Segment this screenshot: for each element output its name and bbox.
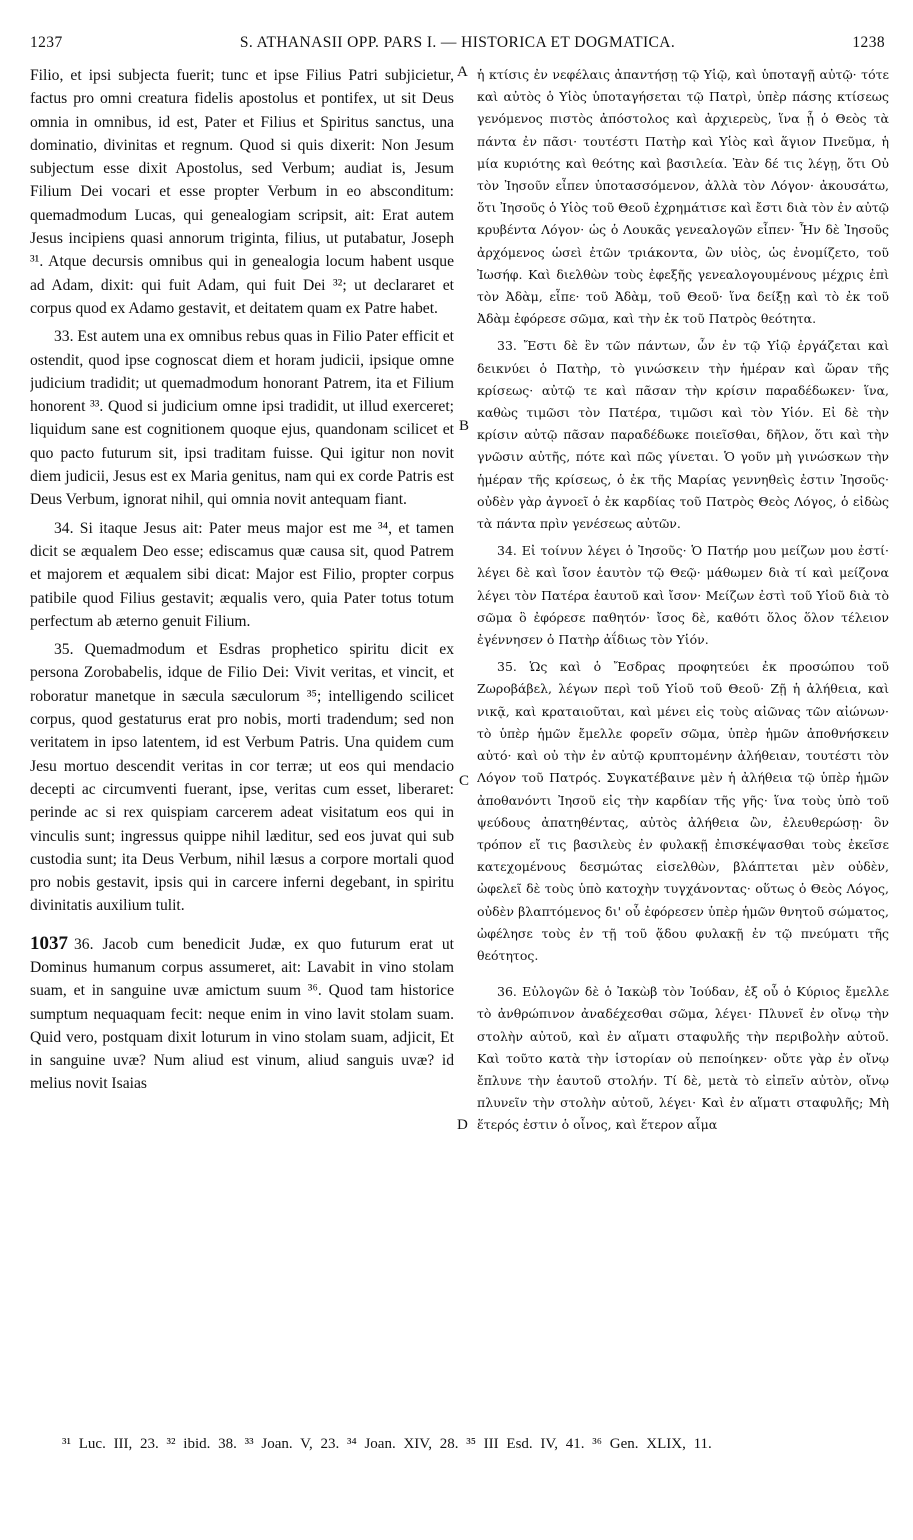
latin-column	[30, 64, 454, 1419]
greek-paragraph-35: 35. Ὡς καὶ ὁ Ἔσδρας προφητεύει ἐκ προσώπου τοῦ Ζωροβάβελ, λέγων περὶ τοῦ Υἱοῦ τοῦ Θεοῦ· Ζῇ ἡ ἀλήθεια, καὶ νικᾷ, καὶ κραταιοῦται, καὶ μένει εἰς τοὺς αἰῶνας τῶν αἰώνων· τὸ ὑπὲρ ἡμῶν ἔμελλε φορεῖν σῶμα, ὑπὲρ ἡμῶν ἀποθνήσκειν αὐτό· καὶ οὐ τὴν ἐν αὐτῷ κρυπτομένην ἀλήθειαν, τουτέστι τὸν Λόγον τοῦ Πατρός. Συγκατέβαινε μὲν ἡ ἀλήθεια τῷ ὑπὲρ ἡμῶν ἀποθανόντι Ἰησοῦ εἰς τὴν καρδίαν τῆς γῆς· ἵνα τοὺς ὑπὸ τοῦ ψεύδους ἀπατηθέντας, αὐτὸς ἀλήθεια ὢν, ἐλευθερώσῃ· ὃν τρόπον εἴ τις βασιλεὺς ἐν φυλακῇ ἐπισκέψασθαι τοὺς ἐκεῖσε κατεχομένους δεσμώτας εἰσελθὼν, βλάπτεται μὲν οὐδὲν, ὠφελεῖ δὲ τοὺς ὑπὸ κατοχὴν τυγχάνοντας· οὕτως ὁ Θεὸς Λόγος, οὐδὲν βλαπτόμενος δι' οὗ ἐφόρεσεν ὑπὲρ ἡμῶν θνητοῦ σώματος, ὠφέλησε τοὺς ἐν τῇ τοῦ ᾅδου φυλακῇ ἐν τῷ πνεύματι τῆς θεότητος.	[477, 659, 889, 963]
margin-letter-d: D	[457, 1117, 468, 1133]
greek-paragraph-intro: ἡ κτίσις ἐν νεφέλαις ἀπαντήσῃ τῷ Υἱῷ, καὶ ὑποταγῇ αὐτῷ· τότε καὶ αὐτὸς ὁ Υἱὸς ὑποταγήσεται τῷ Πατρὶ, ὑπὲρ πάσης κτίσεως γενόμενος πιστὸς ἀπόστολος καὶ ἀρχιερεὺς, ἵνα ᾖ ὁ Θεὸς τὰ πάντα ἐν πᾶσι· τουτέστι Πατὴρ καὶ Υἱὸς καὶ ἅγιον Πνεῦμα, ἡ μία κυριότης καὶ θεότης καὶ βασιλεία. Ἐὰν δέ τις λέγῃ, ὅτι Οὐ τὸν Ἰησοῦν εἶπεν ὑποτασσόμενον, ἀλλὰ τὸν Λόγον· ἀκουσάτω, ὅτι Ἰησοῦς ὁ Υἱὸς τοῦ Θεοῦ ἐχρημάτισε καὶ ἔστι διὰ τὸν ἐν αὐτῷ κρυβέντα Λόγον· ὡς ὁ Λουκᾶς γενεαλογῶν εἶπεν· Ἦν δὲ Ἰησοῦς ἀρχόμενος ὡσεὶ ἐτῶν τριάκοντα, ὢν υἱὸς, ὡς ἐνομίζετο, τοῦ Ἰωσήφ. Καὶ διελθὼν τοὺς ἐφεξῆς γενεαλογουμένους μέχρις ἐπὶ τὸν Ἀδὰμ, εἶπε· τοῦ Ἀδὰμ, τοῦ Θεοῦ· ἵνα δείξῃ καὶ τὸ ἐκ τοῦ Ἀδὰμ ἐφόρεσε σῶμα, καὶ τὴν ἐκ τοῦ Πατρὸς θεότητα.	[477, 67, 889, 327]
latin-paragraph-35: 35. Quemadmodum et Esdras prophetico spiritu dicit ex persona Zorobabelis, idque de Filio Dei: Vivit veritas, et vincit, et roboratur manetque in sæcula sæculorum ³⁵; intelligendo scilicet corpus, quod gestaturus erat pro nobis, morti tradendum; sed non veritatem in ipso latentem, id est Verbum Patris. Una quidem cum Jesu mortuo descendit veritas in cor terræ; ut eos qui mendacio decepti ac circumventi fuerant, ipse, veritas cum esset, liberaret: perinde ac si rex quispiam carcerem adeat visitatum eos qui in vinculis sunt; ingressus quippe nihil læditur, sed eos juvat qui sub custodia sunt; ita Deus Verbum, nihil læsus a corpore mortali quod pro nobis gestavit, ipsis qui in carcere inferni degebant, in spiritu divinitatis auxilium tulit.	[30, 641, 454, 915]
latin-paragraph-33: 33. Est autem una ex omnibus rebus quas in Filio Pater efficit et ostendit, quod ipse cognoscat diem et horam judicii, ipsique omne judicium tradidit; ut quemadmodum honorant Patrem, ita et Filium honorent ³³. Quod si judicium omne ipsi tradidit, ut illud exerceret; liquidum sane est cognitionem quoque ejus, quandonam scilicet et quo pacto futurum sit, ipsi traditam fuisse. Qui igitur non novit diem judicii, Jesus est ex Maria genitus, nam qui ex corde Patris est Deus Verbum, ignorat nihil, qui omnia novit antequam fiant.	[30, 328, 454, 509]
latin-paragraph-36-block	[30, 932, 454, 1096]
latin-paragraph-34: 34. Si itaque Jesus ait: Pater meus major est me ³⁴, et tamen dicit se æqualem Deo esse; ediscamus quæ causa sit, quod Patrem et majorem et æqualem sibi dicat: Major est Filio, propter corpus patibile quod Filius gestavit; æqualis vero, quia Pater totus totum perfectum ab æterno genuit Filium.	[30, 519, 454, 630]
running-header	[30, 34, 885, 56]
margin-letter-b: B	[459, 418, 470, 434]
margin-letter-a: A	[457, 64, 468, 80]
page-number-right: 1238	[852, 34, 885, 51]
latin-paragraph-36: 36. Jacob cum benedicit Judæ, ex quo futurum erat ut Dominus humanum corpus assumeret, ait: Lavabit in vino stolam suam, et in sanguine uvæ amictum suum ³⁶. Quod tam historice sumptum nequaquam fecit: neque enim in vino lavit stolam suam. Quid vero, postquam dixit loturum in vino stolam suam, adjicit, Et in sanguine uvæ? Num aliud est vinum, aliud sanguis uvæ? id melius novit Isaias	[30, 935, 454, 1093]
latin-paragraph-intro: Filio, et ipsi subjecta fuerit; tunc et ipse Filius Patri subjicietur, factus pro omni creatura fidelis apostolus et pontifex, ut sit Deus omnia in omnibus, id est, Pater et Filius et Spiritus sanctus, una dominatio, divinitas et regnum. Quod si quis dixerit: Non Jesum subjectum esse dixit Apostolus, sed Verbum; audiat is, Jesum Filium Dei vocari et esse propter Verbum in eo absconditum: quemadmodum Lucas, qui genealogiam scripsit, ait: Erat autem Jesus incipiens quasi annorum triginta, filius, ut putabatur, Joseph ³¹. Atque decursis omnibus qui in genealogia locum habent usque ad Adam, dixit: qui fuit Adam, qui fuit Dei ³²; ut declararet et corpus quod ex Adamo gestavit, et deitatem quam ex Patre habet.	[30, 67, 454, 317]
running-title: S. ATHANASII OPP. PARS I. — HISTORICA ET DOGMATICA.	[239, 34, 676, 51]
greek-paragraph-33: 33. Ἔστι δὲ ἓν τῶν πάντων, ὧν ἐν τῷ Υἱῷ ἐργάζεται καὶ δεικνύει ὁ Πατὴρ, τὸ γινώσκειν τὴν ἡμέραν καὶ ὥραν τῆς κρίσεως· αὐτῷ τε καὶ πᾶσαν τὴν κρίσιν παραδέδωκεν· ἵνα, καθὼς τιμῶσι τὸν Πατέρα, τιμῶσι καὶ τὸν Υἱόν. Εἰ δὲ τὴν κρίσιν αὐτῷ πᾶσαν παραδέδωκε ποιεῖσθαι, δῆλον, ὅτι καὶ τὴν γνῶσιν αὐτῆς, πότε καὶ πῶς γίνεται. Ὁ γοῦν μὴ γινώσκων τὴν ἡμέραν τῆς κρίσεως, ὁ ἐκ τῆς Μαρίας γεννηθεὶς ἐστιν Ἰησοῦς· οὐδὲν γὰρ ἀγνοεῖ ὁ ἐκ καρδίας τοῦ Πατρὸς Θεὸς Λόγος, ὁ εἰδὼς τὰ πάντα πρὶν γενέσεως αὐτῶν.	[477, 338, 889, 532]
greek-paragraph-34: 34. Εἰ τοίνυν λέγει ὁ Ἰησοῦς· Ὁ Πατήρ μου μείζων μου ἐστί· λέγει δὲ καὶ ἴσον ἑαυτὸν τῷ Θεῷ· μάθωμεν διὰ τί καὶ μείζονα λέγει τὸν Πατέρα ἑαυτοῦ καὶ ἴσον· Μείζων ἐστὶ τοῦ Υἱοῦ διὰ τὸ σῶμα ὃ ἐφόρεσε παθητόν· ἴσος δὲ, καθότι ὅλος ὅλον τέλειον ἐγέννησεν ὁ Πατὴρ ἀΐδιως τὸν Υἱόν.	[477, 543, 889, 648]
greek-column	[477, 64, 889, 1419]
footnotes: ³¹ Luc. III, 23. ³² ibid. 38. ³³ Joan. V, 23. ³⁴ Joan. XIV, 28. ³⁵ III Esd. IV, 41. ³⁶ Gen. XLIX, 11.	[62, 1436, 712, 1452]
page-number-left: 1237	[30, 34, 63, 51]
column-number-marker: 1037	[30, 932, 68, 954]
margin-letter-c: C	[459, 773, 470, 789]
greek-paragraph-36: 36. Εὐλογῶν δὲ ὁ Ἰακὼβ τὸν Ἰούδαν, ἐξ οὗ ὁ Κύριος ἔμελλε τὸ ἀνθρώπινον ἀναδέχεσθαι σῶμα, λέγει· Πλυνεῖ ἐν οἴνῳ τὴν στολὴν αὐτοῦ, καὶ ἐν αἵματι σταφυλῆς τὴν περιβολὴν αὐτοῦ. Καὶ τοῦτο κατὰ τὴν ἱστορίαν οὐ πεποίηκεν· οὔτε γὰρ ἐν οἴνῳ ἔπλυνε τὴν ἑαυτοῦ στολήν. Τί δὲ, μετὰ τὸ εἰπεῖν αὐτὸν, οἴνῳ πλυνεῖν τὴν στολὴν αὐτοῦ, λέγει· Καὶ ἐν αἵματι σταφυλῆς; Μὴ ἕτερός ἐστιν ὁ οἶνος, καὶ ἕτερον αἷμα	[477, 984, 889, 1133]
